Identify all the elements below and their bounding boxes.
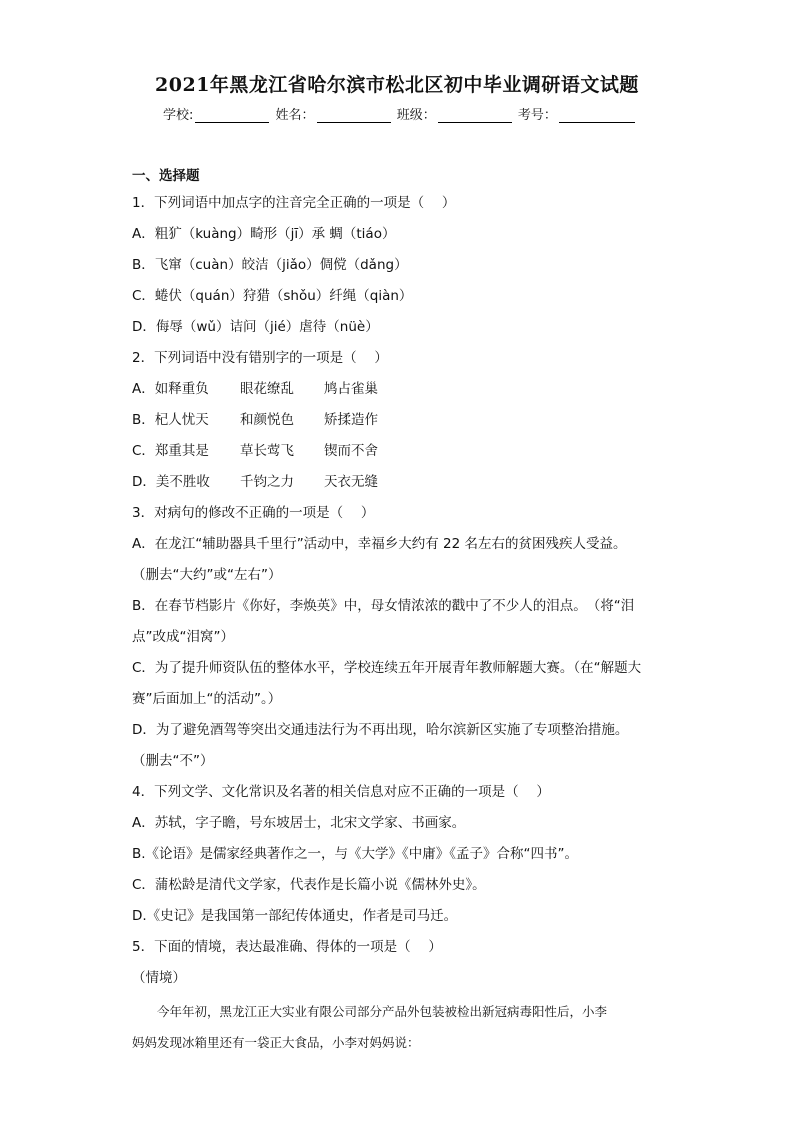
name-blank[interactable]	[317, 108, 391, 123]
school-label: 学校:	[163, 108, 194, 123]
student-info-row	[163, 104, 637, 123]
q2-option-b	[132, 405, 672, 436]
q3-option-b-line2: 点”改成“泪窝”）	[132, 629, 234, 645]
school-blank[interactable]	[195, 108, 269, 123]
q5-context-para-line1: 今年年初，黑龙江正大实业有限公司部分产品外包装被检出新冠病毒阳性后，小李	[132, 1004, 608, 1019]
q5-context-para-line2: 妈妈发现冰箱里还有一袋正大食品，小李对妈妈说：	[132, 1035, 420, 1050]
number-label: 考号：	[517, 108, 557, 123]
q3-option-c-line1: C．为了提升师资队伍的整体水平，学校连续五年开展青年教师解题大赛。（在“解题大	[132, 660, 642, 676]
q3-option-d-line1: D．为了避免酒驾等突出交通违法行为不再出现，哈尔滨新区实施了专项整治措施。	[132, 722, 629, 738]
section-heading: 一、选择题	[132, 168, 200, 184]
q3-option-c-line2: 赛”后面加上“的活动”。）	[132, 691, 282, 707]
q1-option-c: C．蜷伏（quán）狩猎（shǒu）纤绳（qiàn）	[132, 288, 413, 304]
q2-c-word-1: C．郑重其是	[132, 443, 209, 459]
name-label: 姓名：	[275, 108, 315, 123]
page-title: 2021年黑龙江省哈尔滨市松北区初中毕业调研语文试题	[155, 74, 639, 96]
class-label: 班级：	[396, 108, 436, 123]
q1-option-d: D．侮辱（wǔ）诘问（jié）虐待（nüè）	[132, 319, 379, 335]
q2-d-word-3: 天衣无缝	[324, 474, 378, 490]
q2-d-word-1: D．美不胜收	[132, 474, 210, 490]
section-choice	[132, 164, 672, 1058]
q2-d-word-2: 千钧之力	[240, 474, 294, 490]
q2-option-c	[132, 436, 672, 467]
q3-stem: 3．对病句的修改不正确的一项是（ ）	[132, 505, 375, 521]
q4-option-a: A．苏轼，字子瞻，号东坡居士，北宋文学家、书画家。	[132, 815, 466, 831]
q2-b-word-1: B．杞人忧天	[132, 412, 209, 428]
q4-option-d: D.《史记》是我国第一部纪传体通史，作者是司马迁。	[132, 908, 458, 924]
q2-a-word-2: 眼花缭乱	[240, 381, 294, 397]
q2-c-word-2: 草长莺飞	[240, 443, 294, 459]
q3-option-b-line1: B．在春节档影片《你好，李焕英》中，母女情浓浓的戳中了不少人的泪点。 （将“泪	[132, 598, 635, 614]
q3-option-a-line2: （删去“大约”或“左右”）	[132, 567, 282, 583]
q2-b-word-3: 矫揉造作	[324, 412, 378, 428]
q1-option-b: B．飞窜（cuàn）皎洁（jiǎo）倜傥（dǎng）	[132, 257, 408, 273]
q2-option-a	[132, 374, 672, 405]
q2-a-word-3: 鸠占雀巢	[324, 381, 378, 397]
q4-stem: 4．下列文学、文化常识及名著的相关信息对应不正确的一项是（ ）	[132, 784, 550, 800]
q4-option-c: C．蒲松龄是清代文学家，代表作是长篇小说《儒林外史》。	[132, 877, 486, 893]
q2-c-word-3: 锲而不舍	[324, 443, 378, 459]
q1-option-a: A．粗犷（kuàng）畸形（jī）承 蜩（tiáo）	[132, 226, 396, 242]
q5-stem: 5．下面的情境，表达最准确、得体的一项是（ ）	[132, 939, 442, 955]
q2-a-word-1: A．如释重负	[132, 381, 209, 397]
q5-context-label: （情境）	[132, 970, 186, 986]
q4-option-b: B.《论语》是儒家经典著作之一，与《大学》《中庸》《孟子》合称“四书”。	[132, 846, 579, 862]
q2-b-word-2: 和颜悦色	[240, 412, 294, 428]
q1-stem: 1．下列词语中加点字的注音完全正确的一项是（ ）	[132, 195, 456, 211]
q3-option-d-line2: （删去“不”）	[132, 753, 214, 769]
number-blank[interactable]	[559, 108, 635, 123]
q3-option-a-line1: A．在龙江“辅助器具千里行”活动中，幸福乡大约有 22 名左右的贫困残疾人受益。	[132, 536, 627, 552]
class-blank[interactable]	[438, 108, 512, 123]
q2-stem: 2．下列词语中没有错别字的一项是（ ）	[132, 350, 388, 366]
q2-option-d	[132, 467, 672, 498]
